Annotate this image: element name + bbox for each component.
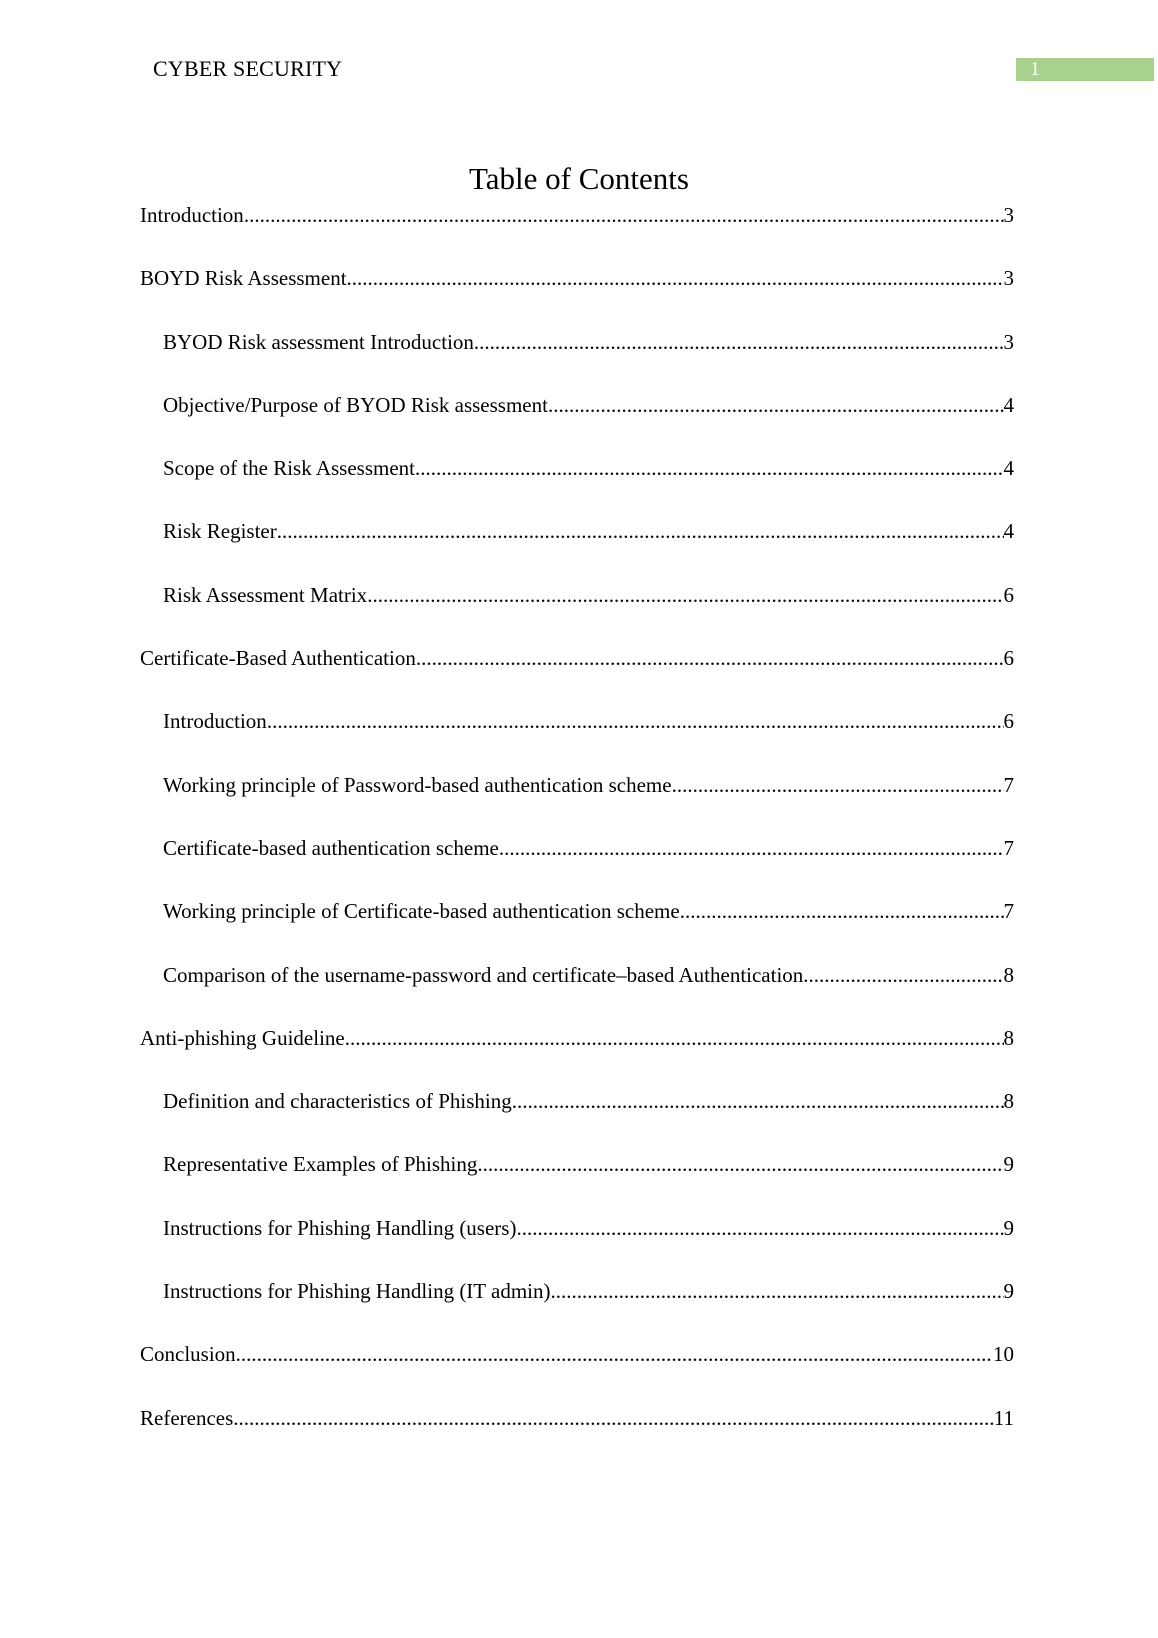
toc-entry-label: Working principle of Certificate-based authentication scheme	[163, 899, 680, 924]
toc-entry-page: 6	[1003, 646, 1014, 671]
toc-leader-dots	[347, 260, 1004, 296]
toc-entry-label: Instructions for Phishing Handling (IT admin)	[163, 1279, 551, 1304]
toc-leader-dots	[416, 640, 1004, 676]
toc-entry-label: Certificate-based authentication scheme	[163, 835, 499, 860]
toc-entry-label: BYOD Risk assessment Introduction	[163, 329, 474, 354]
toc-entry-page: 9	[1003, 1279, 1014, 1304]
toc-leader-dots	[551, 1273, 1004, 1309]
toc-entry-label: Working principle of Password-based authentication scheme	[163, 772, 672, 797]
toc-entry-page: 8	[1003, 962, 1014, 987]
toc-entry-page: 4	[1003, 456, 1014, 481]
toc-leader-dots	[803, 957, 1003, 993]
toc-entry-cba-introduction[interactable]	[140, 703, 1014, 766]
toc-entry-page: 4	[1003, 519, 1014, 544]
toc-entry-page: 8	[1003, 1025, 1014, 1050]
toc-entry-page: 9	[1003, 1215, 1014, 1240]
page-number: 1	[1030, 58, 1040, 80]
toc-leader-dots	[516, 1210, 1003, 1246]
toc-leader-dots	[345, 1020, 1004, 1056]
toc-leader-dots	[477, 1146, 1003, 1182]
toc-leader-dots	[672, 767, 1004, 803]
toc-entry-certificate-based-scheme[interactable]	[140, 830, 1014, 893]
toc-entry-byod-risk-assessment-introduction[interactable]	[140, 324, 1014, 387]
toc-entry-label: Objective/Purpose of BYOD Risk assessment	[163, 392, 548, 417]
toc-entry-page: 10	[993, 1342, 1014, 1367]
toc-leader-dots	[548, 387, 1004, 423]
toc-entry-label: BOYD Risk Assessment	[140, 266, 347, 291]
toc-entry-objective-purpose[interactable]	[140, 387, 1014, 450]
toc-entry-label: Risk Assessment Matrix	[163, 582, 368, 607]
toc-entry-label: Instructions for Phishing Handling (users)	[163, 1215, 517, 1240]
toc-entry-password-based-principle[interactable]	[140, 767, 1014, 830]
toc-entry-phishing-examples[interactable]	[140, 1146, 1014, 1209]
toc-entry-comparison[interactable]	[140, 957, 1014, 1020]
toc-entry-label: Comparison of the username-password and certificate–based Authentication	[163, 962, 804, 987]
toc-entry-page: 3	[1003, 203, 1014, 227]
toc-leader-dots	[233, 1400, 993, 1436]
toc-entry-certificate-based-authentication[interactable]	[140, 640, 1014, 703]
toc-entry-page: 9	[1003, 1152, 1014, 1177]
toc-entry-page: 3	[1003, 329, 1014, 354]
toc-entry-phishing-handling-users[interactable]	[140, 1210, 1014, 1273]
toc-entry-references[interactable]	[140, 1400, 1014, 1463]
toc-entry-page: 4	[1003, 392, 1014, 417]
toc-entry-anti-phishing-guideline[interactable]	[140, 1020, 1014, 1083]
toc-leader-dots	[680, 893, 1004, 929]
toc-entry-page: 7	[1003, 772, 1014, 797]
toc-entry-page: 3	[1003, 266, 1014, 291]
toc-entry-phishing-definition[interactable]	[140, 1083, 1014, 1146]
table-of-contents	[140, 197, 1014, 1463]
toc-leader-dots	[474, 324, 1004, 360]
toc-entry-label: References	[140, 1405, 234, 1430]
toc-entry-conclusion[interactable]	[140, 1336, 1014, 1399]
toc-entry-label: Risk Register	[163, 519, 277, 544]
toc-entry-label: Scope of the Risk Assessment	[163, 456, 415, 481]
toc-entry-page: 7	[1003, 899, 1014, 924]
toc-leader-dots	[512, 1083, 1004, 1119]
toc-entry-risk-assessment-matrix[interactable]	[140, 577, 1014, 640]
toc-heading: Table of Contents	[469, 161, 689, 196]
toc-entry-page: 6	[1003, 709, 1014, 734]
toc-leader-dots	[236, 1336, 993, 1372]
toc-entry-introduction[interactable]	[140, 197, 1014, 260]
toc-entry-scope[interactable]	[140, 450, 1014, 513]
page-number-badge	[1016, 58, 1154, 81]
toc-entry-page: 6	[1003, 582, 1014, 607]
toc-entry-page: 7	[1003, 835, 1014, 860]
toc-entry-page: 11	[993, 1405, 1014, 1430]
toc-entry-label: Anti-phishing Guideline	[140, 1025, 345, 1050]
toc-entry-certificate-based-principle[interactable]	[140, 893, 1014, 956]
toc-entry-label: Introduction	[140, 203, 244, 227]
toc-entry-label: Introduction	[163, 709, 267, 734]
toc-leader-dots	[415, 450, 1004, 486]
toc-entry-page: 8	[1003, 1089, 1014, 1114]
toc-entry-boyd-risk-assessment[interactable]	[140, 260, 1014, 323]
toc-entry-label: Conclusion	[140, 1342, 236, 1367]
toc-entry-risk-register[interactable]	[140, 513, 1014, 576]
toc-leader-dots	[499, 830, 1004, 866]
toc-entry-phishing-handling-it-admin[interactable]	[140, 1273, 1014, 1336]
running-header-title: CYBER SECURITY	[153, 56, 343, 81]
toc-leader-dots	[267, 703, 1004, 739]
toc-leader-dots	[367, 577, 1003, 613]
toc-leader-dots	[277, 513, 1004, 549]
toc-entry-label: Certificate-Based Authentication	[140, 646, 416, 671]
toc-entry-label: Representative Examples of Phishing	[163, 1152, 478, 1177]
toc-leader-dots	[244, 197, 1004, 233]
toc-entry-label: Definition and characteristics of Phishing	[163, 1089, 512, 1114]
